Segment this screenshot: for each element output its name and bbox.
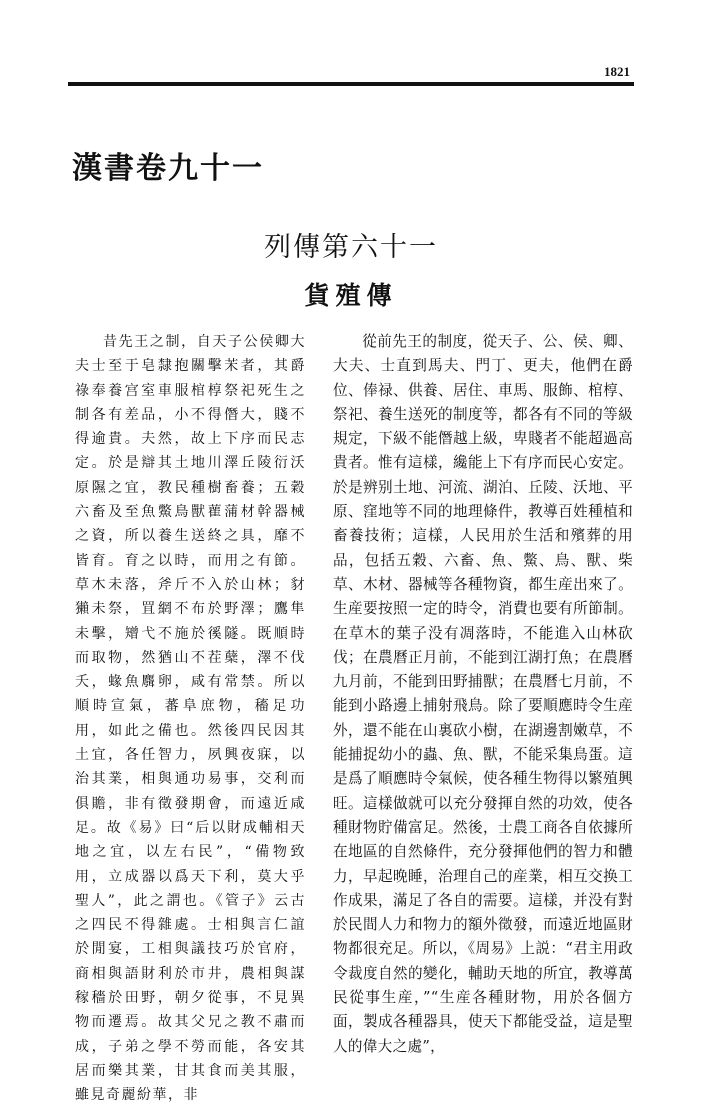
header-rule [68, 82, 634, 86]
classical-text-column [75, 330, 306, 1108]
classical-paragraph: 昔先王之制，自天子公侯卿大夫士至于皂隸抱關擊㭉者，其爵祿奉養宫室車服棺椁祭祀死生之制各有差品，小不得僭大，賤不得逾貴。夫然，故上下序而民志定。於是辯其土地川澤丘陵衍沃原隰之宜，教民種樹畜養；五穀六畜及至魚鱉鳥獸雚蒲材幹器械之資，所以養生送終之具，靡不皆育。育之以時，而用之有節。草木未落，斧斤不入於山林；豺獺未祭，罝網不布於野澤；鷹隼未擊，矰弋不施於徯隧。既順時而取物，然猶山不茬蘖，澤不伐夭，蝝魚麛卵，咸有常禁。所以順時宣氣，蕃阜庶物，稸足功用，如此之備也。然後四民因其土宜，各任智力，夙興夜寐，以治其業，相與通功易事，交利而俱贍，非有徵發期會，而遠近咸足。故《易》曰“后以財成輔相天地之宜，以左右民”，“備物致用，立成器以爲天下利，莫大乎聖人”，此之謂也。《管子》云古之四民不得雜處。士相與言仁誼於閒宴，工相與議技巧於官府，商相與語財利於市井，農相與謀稼穡於田野，朝夕從事，不見異物而遷焉。故其父兄之教不肅而成，子弟之學不勞而能，各安其居而樂其業，甘其食而美其服，雖見奇麗紛華，非 [75, 334, 306, 1104]
page-number: 1821 [604, 64, 630, 79]
chapter-title: 列傳第六十一 [264, 232, 438, 263]
translation-text-column [333, 330, 633, 1059]
volume-title: 漢書卷九十一 [72, 151, 264, 186]
section-title: 貨殖傳 [304, 281, 398, 310]
translation-paragraph: 從前先王的制度，從天子、公、侯、卿、大夫、士直到馬夫、門丁、更夫，他們在爵位、俸禄、供養、居住、車馬、服飾、棺椁、祭祀、養生送死的制度等，都各有不同的等級規定，下級不能僭越上級，卑賤者不能超過高貴者。惟有這樣，纔能上下有序而民心安定。於是辨别土地、河流、湖泊、丘陵、沃地、平原、窪地等不同的地理條件，教導百姓種植和畜養技術；這樣，人民用於生活和殯葬的用品，包括五穀、六畜、魚、鱉、鳥、獸、柴草、木材、器械等各種物資，都生産出來了。生産要按照一定的時令，消費也要有所節制。在草木的葉子没有凋落時，不能進入山林砍伐；在農曆正月前，不能到江湖打魚；在農曆九月前，不能到田野捕獸；在農曆七月前，不能到小路邊上捕射飛鳥。除了要順應時令生産外，還不能在山裏砍小樹，在湖邊割嫩草，不能捕捉幼小的蟲、魚、獸，不能采集鳥蛋。這是爲了順應時令氣候，使各種生物得以繁殖興旺。這樣做就可以充分發揮自然的功效，使各種財物貯備富足。然後，士農工商各自依據所在地區的自然條件，充分發揮他們的智力和體力，早起晚睡，治理自己的産業，相互交换工作成果，滿足了各自的需要。這樣，并没有對於民間人力和物力的額外徵發，而遠近地區財物都很充足。所以，《周易》上説：“君主用政令裁度自然的變化，輔助天地的所宜，教導萬民從事生産，”“生産各種財物，用於各個方面，製成各種器具，使天下都能受益，這是聖人的偉大之處”， [333, 333, 633, 1055]
